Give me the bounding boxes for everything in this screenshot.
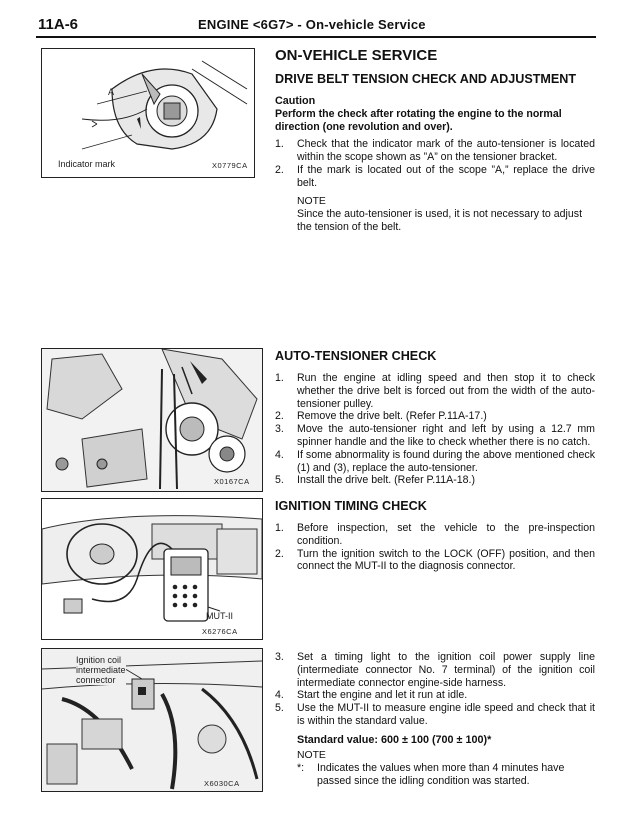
step-text: Start the engine and let it run at idle. xyxy=(297,689,468,702)
step-item xyxy=(275,548,595,574)
step-number: 3. xyxy=(275,423,284,436)
section-heading: ON-VEHICLE SERVICE xyxy=(275,47,438,64)
standard-value: Standard value: 600 ± 100 (700 ± 100)* xyxy=(297,733,492,746)
note-title: NOTE xyxy=(297,749,326,761)
step-number: 4. xyxy=(275,448,284,461)
step-number: 2. xyxy=(275,163,284,176)
section-ignition-timing-continued xyxy=(275,651,595,788)
figure-code: X0167CA xyxy=(214,477,250,486)
step-text: Install the drive belt. (Refer P.11A-18.) xyxy=(297,474,476,487)
step-text: Remove the drive belt. (Refer P.11A-17.) xyxy=(297,410,487,423)
step-number: 2. xyxy=(275,547,284,560)
step-text: Set a timing light to the ignition coil power supply line (intermediate connector No. 7 terminal) of the ignition coil intermediate connector engine-side harness. xyxy=(297,651,595,689)
step-text: Move the auto-tensioner right and left by using a 12.7 mm spinner handle and the like to check whether there is no catch. xyxy=(297,423,595,448)
footnote-mark: *: xyxy=(297,762,305,775)
page-header-title: ENGINE <6G7> - On-vehicle Service xyxy=(198,17,426,32)
figure-mut-connection xyxy=(41,498,263,640)
step-number: 1. xyxy=(275,522,284,534)
step-item xyxy=(275,651,595,689)
step-item xyxy=(275,689,595,702)
footnote-text: Indicates the values when more than 4 minutes have passed since the idling condition was started. xyxy=(317,762,565,788)
step-item xyxy=(275,410,595,423)
step-text: Check that the indicator mark of the auto-tensioner is located within the scope shown as ”A” on the tensioner bracket. xyxy=(297,138,595,164)
step-number: 5. xyxy=(275,474,284,487)
engine-bay-illustration xyxy=(42,649,262,791)
subsection-heading: DRIVE BELT TENSION CHECK AND ADJUSTMENT xyxy=(275,72,577,86)
note xyxy=(275,196,595,234)
step-number: 2. xyxy=(275,410,284,423)
figure-code: X0779CA xyxy=(212,161,248,170)
step-text: If the mark is located out of the scope ”A,” replace the drive belt. xyxy=(297,163,595,189)
step-number: 4. xyxy=(275,689,284,702)
step-number: 1. xyxy=(275,138,284,151)
step-number: 3. xyxy=(275,651,284,663)
step-number: 5. xyxy=(275,702,284,715)
section-heading: IGNITION TIMING CHECK xyxy=(275,499,427,513)
caution-body: Perform the check after rotating the engine to the normal direction (one revolution and over). xyxy=(275,107,562,133)
step-item xyxy=(275,702,595,728)
section-auto-tensioner-check xyxy=(275,349,595,487)
step-item xyxy=(275,138,595,164)
tensioner-illustration xyxy=(42,49,254,177)
section-on-vehicle-service xyxy=(275,47,595,234)
step-item xyxy=(275,522,595,548)
mut-label: MUT-II xyxy=(206,611,233,621)
note-footnote xyxy=(275,762,595,788)
indicator-mark-label: Indicator mark xyxy=(58,159,116,169)
step-text: Turn the ignition switch to the LOCK (OFF) position, and then connect the MUT-II to the diagnosis connector. xyxy=(297,547,595,573)
step-item xyxy=(275,474,595,487)
figure-ignition-coil-connector xyxy=(41,648,263,792)
callout-a: A xyxy=(108,87,115,97)
figure-code: X6276CA xyxy=(202,627,238,636)
caution-title: Caution xyxy=(275,95,316,107)
page-number: 11A-6 xyxy=(38,16,79,33)
note-body: Since the auto-tensioner is used, it is not necessary to adjust the tension of the belt. xyxy=(297,208,583,234)
figure-code: X6030CA xyxy=(204,779,240,788)
section-ignition-timing-check xyxy=(275,499,595,573)
figure-auto-tensioner-check xyxy=(41,348,263,492)
figure-tensioner-indicator xyxy=(41,48,255,178)
section-heading: AUTO-TENSIONER CHECK xyxy=(275,349,437,363)
step-text: Run the engine at idling speed and then stop it to check whether the drive belt is forced out from the width of the auto-tensioner pulley. xyxy=(297,372,595,410)
engine-illustration xyxy=(42,349,262,491)
connector-label: Ignition coil intermediate connector xyxy=(76,655,126,685)
note-title: NOTE xyxy=(297,195,326,207)
step-number: 1. xyxy=(275,372,284,384)
step-item xyxy=(275,449,595,475)
step-item xyxy=(275,423,595,449)
step-item xyxy=(275,372,595,410)
step-text: Use the MUT-II to measure engine idle speed and check that it is within the standard value. xyxy=(297,702,595,727)
step-item xyxy=(275,164,595,190)
note xyxy=(275,750,595,763)
header-rule xyxy=(36,36,596,38)
step-text: Before inspection, set the vehicle to the pre-inspection condition. xyxy=(297,522,595,547)
step-text: If some abnormality is found during the above mentioned check (1) and (3), replace the auto-tensioner. xyxy=(297,448,595,474)
